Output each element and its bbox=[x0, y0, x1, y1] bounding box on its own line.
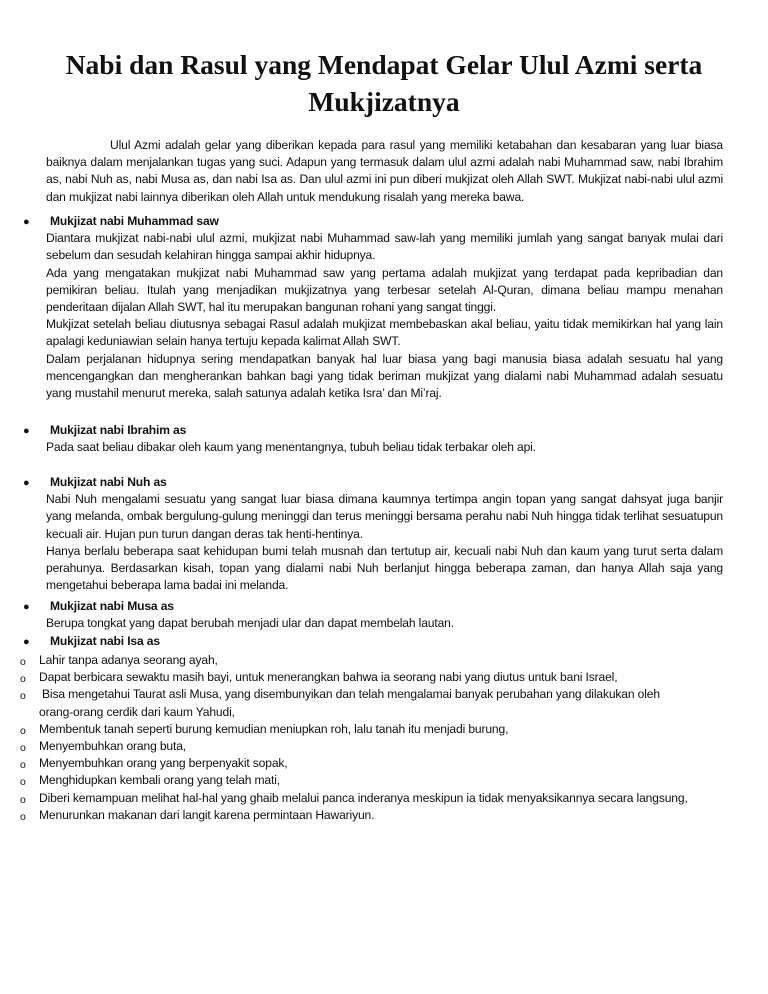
section-nuh bbox=[23, 474, 723, 594]
circle-bullet-icon: o bbox=[20, 724, 26, 737]
section-heading: Mukjizat nabi Muhammad saw bbox=[50, 214, 219, 228]
list-item: o Menyembuhkan orang yang berpenyakit sopak, bbox=[20, 755, 723, 772]
list-item: o Menyembuhkan orang buta, bbox=[20, 738, 723, 755]
section-paragraph: Nabi Nuh mengalami sesuatu yang sangat luar biasa dimana kaumnya tertimpa angin topan yang sangat dahsyat juga banjir yang melanda, ombak bergulung-gulung meninggi dan terus meninggi bersama perahu nabi Nuh hingga tidak terlihat sesuatupun kecuali air. Hujan pun turun dangan deras tak henti-hentinya. bbox=[46, 492, 723, 541]
document-title: Nabi dan Rasul yang Mendapat Gelar Ulul Azmi serta Mukjizatnya bbox=[65, 49, 703, 117]
section-heading: Mukjizat nabi Musa as bbox=[50, 599, 174, 613]
section-paragraph: Dalam perjalanan hidupnya sering mendapatkan banyak hal luar biasa yang bagi manusia biasa adalah sesuatu hal yang mencengangkan dan mengherankan bahkan bagi yang tidak beriman mukjizat yang dialami nabi Muhammad adalah sesuatu yang mustahil menurut mereka, salah satunya adalah ketika Isra’ dan Mi’raj. bbox=[46, 351, 723, 401]
section-musa bbox=[23, 598, 723, 632]
list-item: o Dapat berbicara sewaktu masih bayi, untuk menerangkan bahwa ia seorang nabi yang diutus untuk bani Israel, bbox=[20, 669, 723, 686]
bullet-icon: ● bbox=[23, 216, 30, 228]
bullet-icon: ● bbox=[23, 425, 30, 437]
bullet-icon: ● bbox=[23, 601, 30, 613]
section-ibrahim bbox=[23, 422, 723, 456]
list-item: o Diberi kemampuan melihat hal-hal yang ghaib melalui panca inderanya meskipun ia tidak menyaksikannya secara langsung, bbox=[20, 790, 723, 807]
bullet-icon: ● bbox=[23, 477, 30, 489]
list-item-continuation: orang-orang cerdik dari kaum Yahudi, bbox=[39, 704, 235, 719]
circle-bullet-icon: o bbox=[20, 690, 26, 703]
section-paragraph: Diantara mukjizat nabi-nabi ulul azmi, mukjizat nabi Muhammad saw-lah yang memiliki jumlah yang sangat banyak mulai dari sebelum dan sesudah kelahiran hingga sampai akhir hidupnya. bbox=[46, 231, 723, 263]
section-heading: Mukjizat nabi Ibrahim as bbox=[50, 423, 187, 437]
isa-list bbox=[20, 652, 723, 824]
section-heading: Mukjizat nabi Nuh as bbox=[50, 475, 167, 489]
section-paragraph: Berupa tongkat yang dapat berubah menjadi ular dan dapat membelah lautan. bbox=[46, 616, 454, 631]
circle-bullet-icon: o bbox=[20, 776, 26, 789]
circle-bullet-icon: o bbox=[20, 810, 26, 823]
intro-paragraph: Ulul Azmi adalah gelar yang diberikan kepada para rasul yang memiliki ketabahan dan kesabaran yang luar biasa baiknya dalam menjalankan tugas yang suci. Adapun yang termasuk dalam ulul azmi adalah nabi Muhammad saw, nabi Ibrahim as, nabi Nuh as, nabi Musa as, dan nabi Isa as. Dan ulul azmi ini pun diberi mukjizat oleh Allah SWT. Mukjizat nabi-nabi ulul azmi dan mukjizat nabi lainnya diberikan oleh Allah untuk mendukung risalah yang mereka bawa. bbox=[46, 138, 723, 204]
list-item: o Bisa mengetahui Taurat asli Musa, yang disembunyikan dan telah mengalamai banyak perubahan yang dilakukan oleh bbox=[20, 686, 723, 703]
bullet-icon: ● bbox=[23, 636, 30, 648]
circle-bullet-icon: o bbox=[20, 793, 26, 806]
list-item: o Membentuk tanah seperti burung kemudian meniupkan roh, lalu tanah itu menjadi burung, bbox=[20, 721, 723, 738]
section-paragraph: Ada yang mengatakan mukjizat nabi Muhammad saw yang pertama adalah mukjizat yang terdapat pada kepribadian dan pemikiran beliau. Itulah yang menjadikan mukjizatnya yang terbesar setelah Al-Quran, dimana beliau mampu menahan penderitaan dijalan Allah SWT, hal itu merupakan bangunan rohani yang sangat tinggi. bbox=[46, 265, 723, 315]
section-muhammad bbox=[23, 213, 723, 402]
section-paragraph: Hanya berlalu beberapa saat kehidupan bumi telah musnah dan tertutup air, kecuali nabi Nuh dan kaum yang turut serta dalam perahunya. Berdasarkan kisah, topan yang dialami nabi Nuh berlanjut hingga beberapa zaman, dan hanya Allah saja yang mengetahui beberapa lama badai ini melanda. bbox=[46, 543, 723, 593]
circle-bullet-icon: o bbox=[20, 656, 26, 668]
circle-bullet-icon: o bbox=[20, 759, 26, 772]
section-paragraph: Pada saat beliau dibakar oleh kaum yang menentangnya, tubuh beliau tidak terbakar oleh api. bbox=[46, 440, 536, 455]
section-isa bbox=[23, 633, 723, 650]
list-item: o Menghidupkan kembali orang yang telah mati, bbox=[20, 772, 723, 789]
list-item: o Menurunkan makanan dari langit karena permintaan Hawariyun. bbox=[20, 807, 723, 824]
circle-bullet-icon: o bbox=[20, 673, 26, 686]
section-paragraph: Mukjizat setelah beliau diutusnya sebagai Rasul adalah mukjizat membebaskan akal beliau, yaitu tidak memikirkan hal yang lain apalagi keduniawian selain hanya tertuju kepada kalimat Allah SWT. bbox=[46, 317, 723, 349]
section-heading: Mukjizat nabi Isa as bbox=[50, 634, 160, 648]
circle-bullet-icon: o bbox=[20, 742, 26, 755]
list-item: o Lahir tanpa adanya seorang ayah, bbox=[20, 652, 723, 669]
